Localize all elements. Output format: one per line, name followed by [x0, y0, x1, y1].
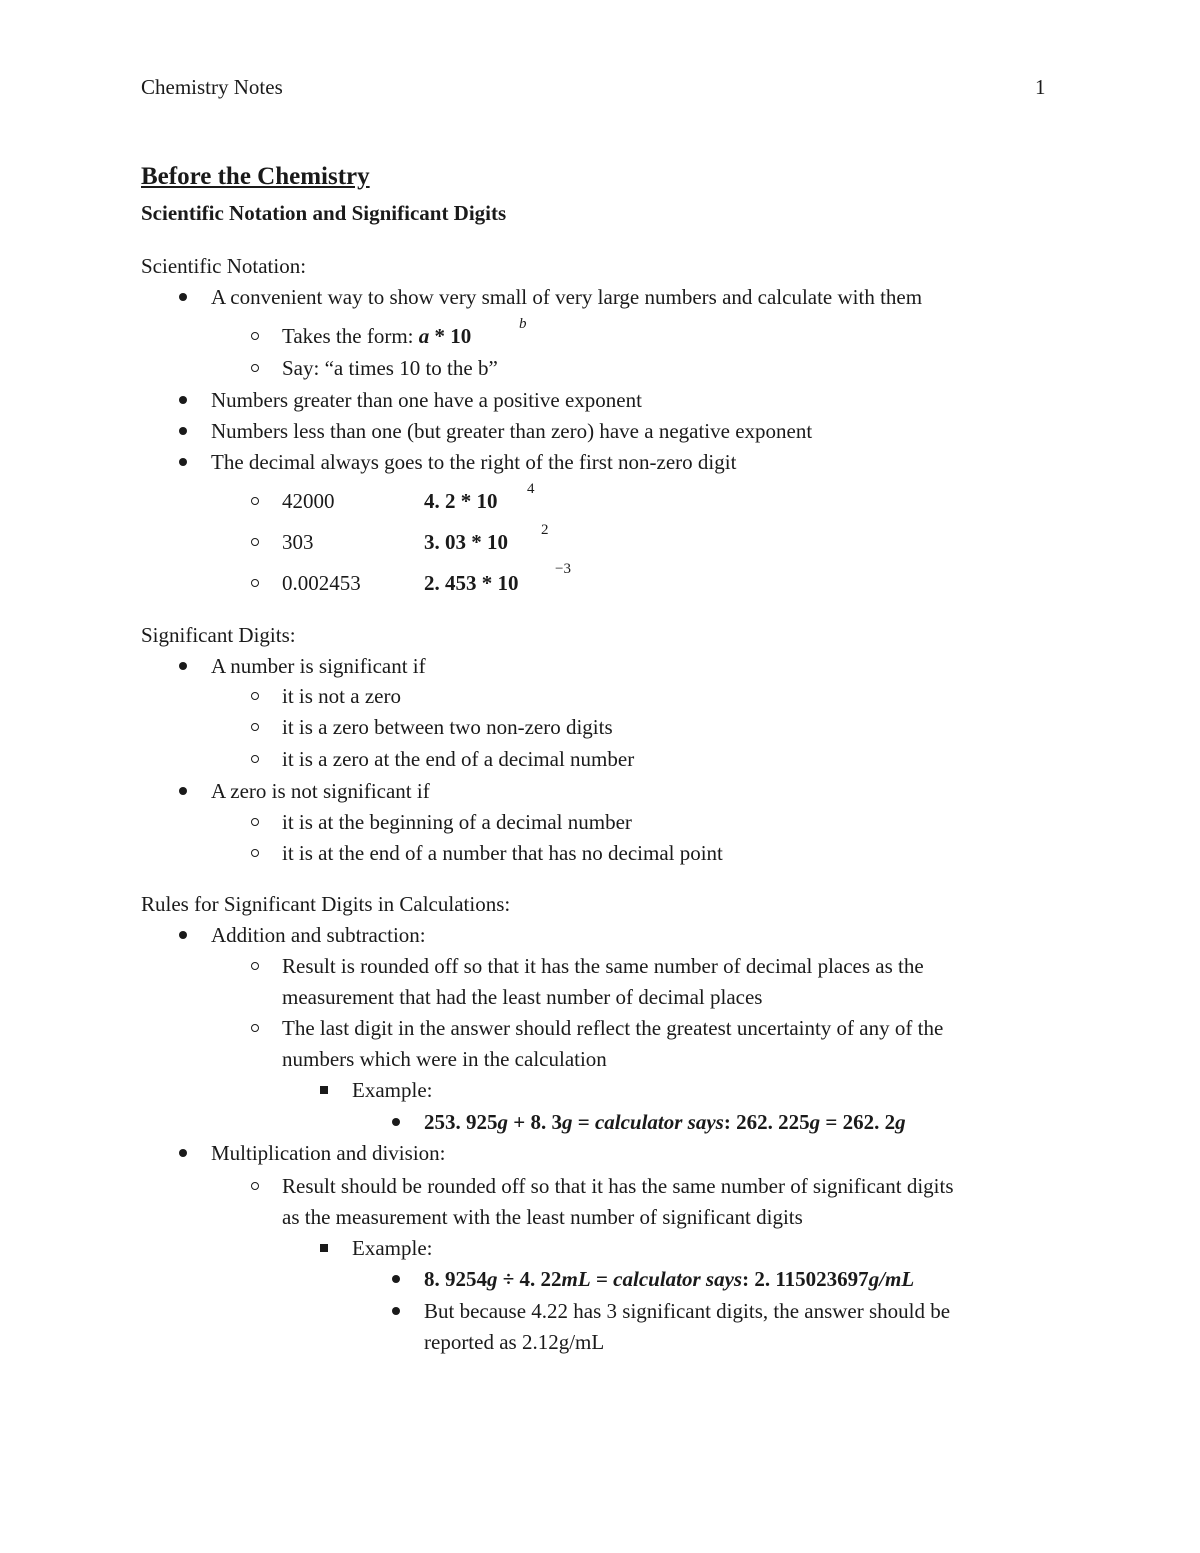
circle-bullet-icon: [251, 723, 259, 731]
form-rest: * 10: [429, 324, 472, 348]
form-a: a: [418, 324, 430, 348]
form-prefix: Takes the form:: [282, 324, 419, 348]
form-exponent: b: [519, 316, 527, 332]
example-number: 0.002453: [282, 571, 361, 595]
form-line: [282, 323, 471, 349]
circle-bullet-icon: [251, 818, 259, 826]
circle-bullet-icon: [251, 692, 259, 700]
list-item: Numbers less than one (but greater than zero) have a negative exponent: [211, 419, 813, 443]
list-item: A zero is not significant if: [211, 779, 430, 803]
bullet-icon: [179, 787, 187, 795]
list-item-line: Result should be rounded off so that it has the same number of significant digits: [282, 1174, 954, 1198]
list-item-line: numbers which were in the calculation: [282, 1047, 607, 1071]
list-item: A number is significant if: [211, 654, 426, 678]
section-label-significant-digits: Significant Digits:: [141, 623, 296, 647]
example-number: 303: [282, 530, 314, 554]
bullet-icon: [392, 1275, 400, 1283]
example-exponent: 2: [541, 522, 549, 538]
list-item: it is at the beginning of a decimal number: [282, 810, 632, 834]
bullet-icon: [179, 662, 187, 670]
page-subtitle: Scientific Notation and Significant Digits: [141, 201, 507, 225]
circle-bullet-icon: [251, 538, 259, 546]
list-item: it is at the end of a number that has no decimal point: [282, 841, 723, 865]
addition-equation: 253. 925g + 8. 3g = calculator says: 262. 225g = 262. 2g: [424, 1110, 906, 1134]
list-item: Addition and subtraction:: [211, 923, 426, 947]
circle-bullet-icon: [251, 332, 259, 340]
list-item: Numbers greater than one have a positive exponent: [211, 388, 642, 412]
bullet-icon: [179, 293, 187, 301]
example-number: 42000: [282, 489, 335, 513]
circle-bullet-icon: [251, 364, 259, 372]
bullet-icon: [179, 931, 187, 939]
bullet-icon: [179, 396, 187, 404]
bullet-icon: [392, 1118, 400, 1126]
section-label-scientific-notation: Scientific Notation:: [141, 254, 307, 278]
example-notation: 2. 453 * 10: [424, 571, 519, 595]
square-bullet-icon: [320, 1244, 328, 1252]
circle-bullet-icon: [251, 579, 259, 587]
list-item-line: measurement that had the least number of decimal places: [282, 985, 763, 1009]
header-title: Chemistry Notes: [141, 75, 283, 99]
list-item-line: Result is rounded off so that it has the same number of decimal places as the: [282, 954, 924, 978]
circle-bullet-icon: [251, 497, 259, 505]
list-item: Say: “a times 10 to the b”: [282, 356, 498, 380]
list-item: it is a zero between two non-zero digits: [282, 715, 613, 739]
example-label: Example:: [352, 1078, 433, 1102]
list-item-line: reported as 2.12g/mL: [424, 1330, 605, 1354]
list-item: A convenient way to show very small of very large numbers and calculate with them: [211, 285, 923, 309]
example-exponent: −3: [555, 561, 571, 577]
circle-bullet-icon: [251, 962, 259, 970]
list-item: it is not a zero: [282, 684, 401, 708]
square-bullet-icon: [320, 1086, 328, 1094]
list-item-line: The last digit in the answer should reflect the greatest uncertainty of any of the: [282, 1016, 944, 1040]
list-item: Multiplication and division:: [211, 1141, 446, 1165]
page-number: 1: [1035, 75, 1046, 99]
circle-bullet-icon: [251, 755, 259, 763]
list-item-line: as the measurement with the least number of significant digits: [282, 1205, 803, 1229]
list-item: it is a zero at the end of a decimal number: [282, 747, 635, 771]
list-item: The decimal always goes to the right of the first non-zero digit: [211, 450, 737, 474]
bullet-icon: [179, 1149, 187, 1157]
example-notation: 3. 03 * 10: [424, 530, 508, 554]
circle-bullet-icon: [251, 849, 259, 857]
circle-bullet-icon: [251, 1024, 259, 1032]
bullet-icon: [179, 427, 187, 435]
example-exponent: 4: [527, 481, 535, 497]
division-equation: 8. 9254g ÷ 4. 22mL = calculator says: 2. 115023697g/mL: [424, 1267, 915, 1291]
list-item-line: But because 4.22 has 3 significant digits, the answer should be: [424, 1299, 951, 1323]
bullet-icon: [179, 458, 187, 466]
bullet-icon: [392, 1307, 400, 1315]
circle-bullet-icon: [251, 1182, 259, 1190]
example-label: Example:: [352, 1236, 433, 1260]
example-notation: 4. 2 * 10: [424, 489, 498, 513]
section-label-rules: Rules for Significant Digits in Calculations:: [141, 892, 511, 916]
page-title: Before the Chemistry: [141, 163, 370, 190]
